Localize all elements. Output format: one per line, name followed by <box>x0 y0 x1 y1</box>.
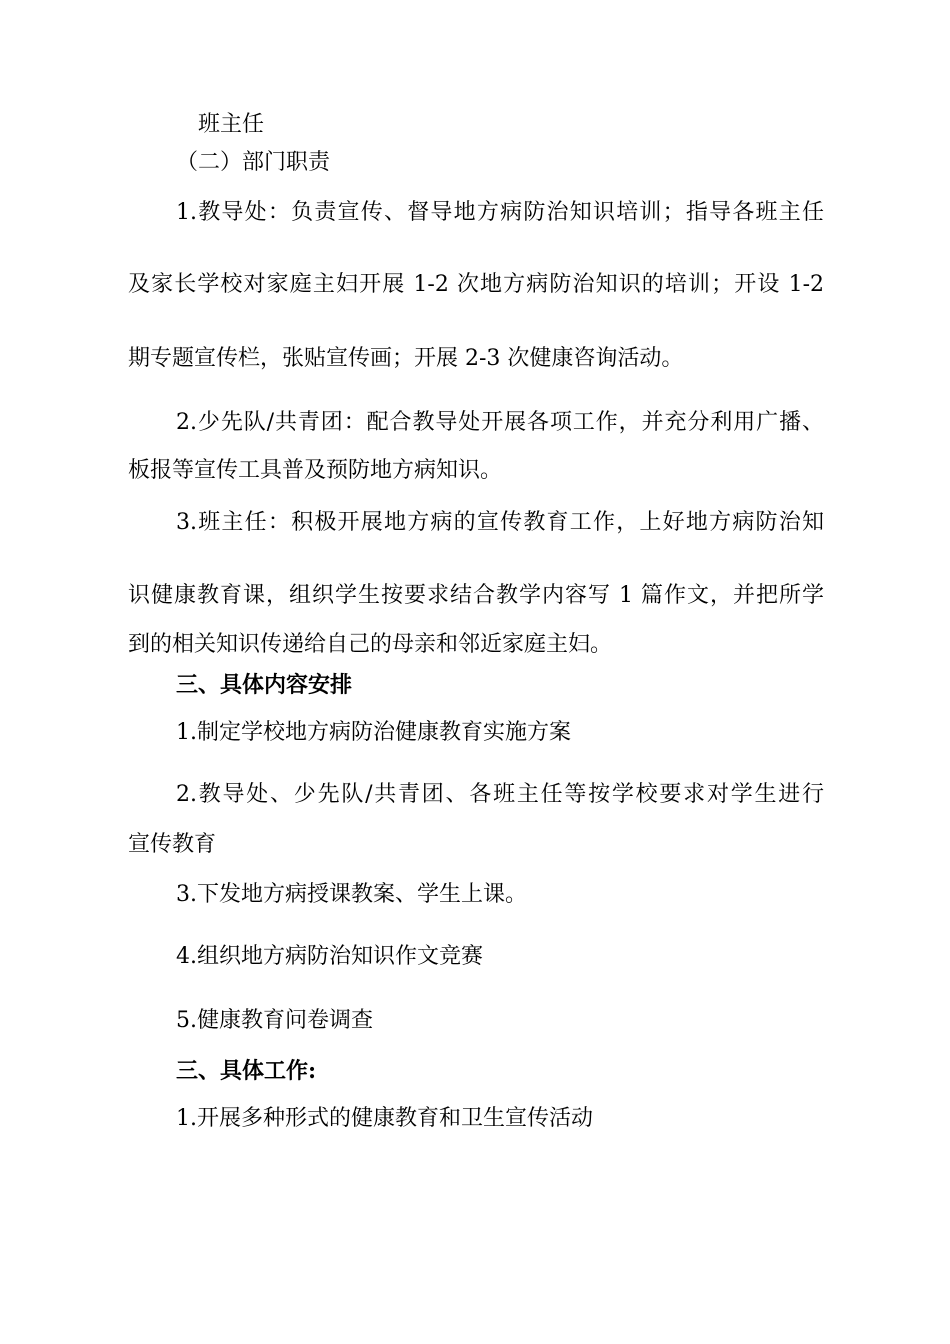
paragraph-line: 1.教导处：负责宣传、督导地方病防治知识培训；指导各班主任 <box>176 200 824 225</box>
section-heading-specific-work: 三、具体工作: <box>176 1058 317 1084</box>
text-line-class-teacher: 班主任 <box>198 112 265 137</box>
paragraph-line: 3.班主任：积极开展地方病的宣传教育工作，上好地方病防治知 <box>176 510 824 535</box>
paragraph-line: 2.少先队/共青团：配合教导处开展各项工作，并充分利用广播、 <box>176 410 824 435</box>
list-item: 4.组织地方病防治知识作文竞赛 <box>176 944 483 969</box>
paragraph-line: 板报等宣传工具普及预防地方病知识。 <box>128 458 503 483</box>
list-item: 1.制定学校地方病防治健康教育实施方案 <box>176 720 571 745</box>
paragraph-line: 期专题宣传栏，张贴宣传画；开展 2-3 次健康咨询活动。 <box>128 346 684 371</box>
paragraph-line: 及家长学校对家庭主妇开展 1-2 次地方病防治知识的培训；开设 1-2 <box>128 272 824 297</box>
paragraph-line: 到的相关知识传递给自己的母亲和邻近家庭主妇。 <box>128 632 613 657</box>
paragraph-line: 识健康教育课，组织学生按要求结合教学内容写 1 篇作文，并把所学 <box>128 583 824 608</box>
list-item: 5.健康教育问卷调查 <box>176 1008 373 1033</box>
list-item: 3.下发地方病授课教案、学生上课。 <box>176 882 527 907</box>
list-item: 1.开展多种形式的健康教育和卫生宣传活动 <box>176 1106 593 1131</box>
list-item: 2.教导处、少先队/共青团、各班主任等按学校要求对学生进行 <box>176 782 824 807</box>
section-heading-content-arrangement: 三、具体内容安排 <box>176 672 353 698</box>
section-heading-department-duties: （二）部门职责 <box>176 150 331 175</box>
list-item-continuation: 宣传教育 <box>128 832 217 857</box>
